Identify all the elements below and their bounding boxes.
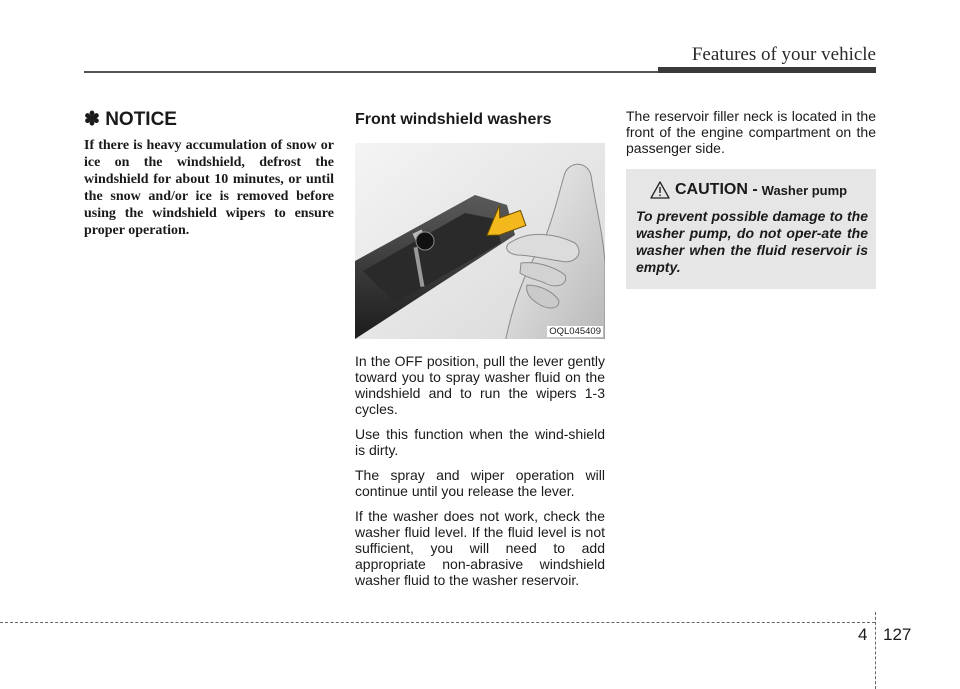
caution-subject: Washer pump bbox=[761, 182, 848, 198]
washers-paragraph: If the washer does not work, check the washer fluid level. If the fluid level is not sufficient, you will need to add appropriate non-abrasive windshield washer fluid to the washer reservoir. bbox=[355, 508, 605, 588]
cross-star-icon: ✽ bbox=[84, 109, 100, 130]
wiper-lever-photo bbox=[355, 143, 605, 339]
footer-vertical-dash bbox=[875, 612, 876, 689]
notice-heading bbox=[84, 108, 334, 131]
notice-body: If there is heavy accumulation of snow or ice on the windshield, defrost the windshield for about 10 minutes, or until the snow and/or ice is removed before using the windshield wipers to ensure proper operation. bbox=[84, 138, 334, 238]
header-title: Features of your vehicle bbox=[691, 44, 876, 65]
notice-column bbox=[84, 108, 334, 239]
wiper-lever-illustration bbox=[355, 143, 605, 339]
header-rule-thick bbox=[658, 67, 876, 73]
caution-heading bbox=[636, 181, 868, 199]
caution-label: CAUTION - bbox=[675, 181, 758, 198]
washers-column bbox=[355, 108, 605, 597]
washers-paragraph: In the OFF position, pull the lever gently toward you to spray washer fluid on the windshield and to run the wipers 1-3 cycles. bbox=[355, 353, 605, 417]
chapter-number: 4 bbox=[858, 625, 868, 644]
washers-paragraph: Use this function when the wind-shield is dirty. bbox=[355, 426, 605, 458]
image-code: OQL045409 bbox=[549, 326, 601, 337]
header-rule-thin bbox=[84, 71, 658, 73]
reservoir-text: The reservoir filler neck is located in the front of the engine compartment on the passenger side. bbox=[626, 108, 876, 156]
washers-heading: Front windshield washers bbox=[355, 111, 552, 128]
warning-triangle-icon bbox=[650, 181, 670, 199]
footer-dashed-rule bbox=[0, 622, 875, 623]
page-number: 127 bbox=[883, 625, 912, 644]
caution-body: To prevent possible damage to the washer pump, do not oper-ate the washer when the fluid reservoir is empty. bbox=[636, 208, 868, 275]
notice-heading-text: NOTICE bbox=[105, 109, 177, 130]
caution-box bbox=[626, 169, 876, 289]
reservoir-column bbox=[626, 108, 876, 289]
washers-paragraphs bbox=[355, 353, 605, 588]
washers-paragraph: The spray and wiper operation will continue until you release the lever. bbox=[355, 467, 605, 499]
